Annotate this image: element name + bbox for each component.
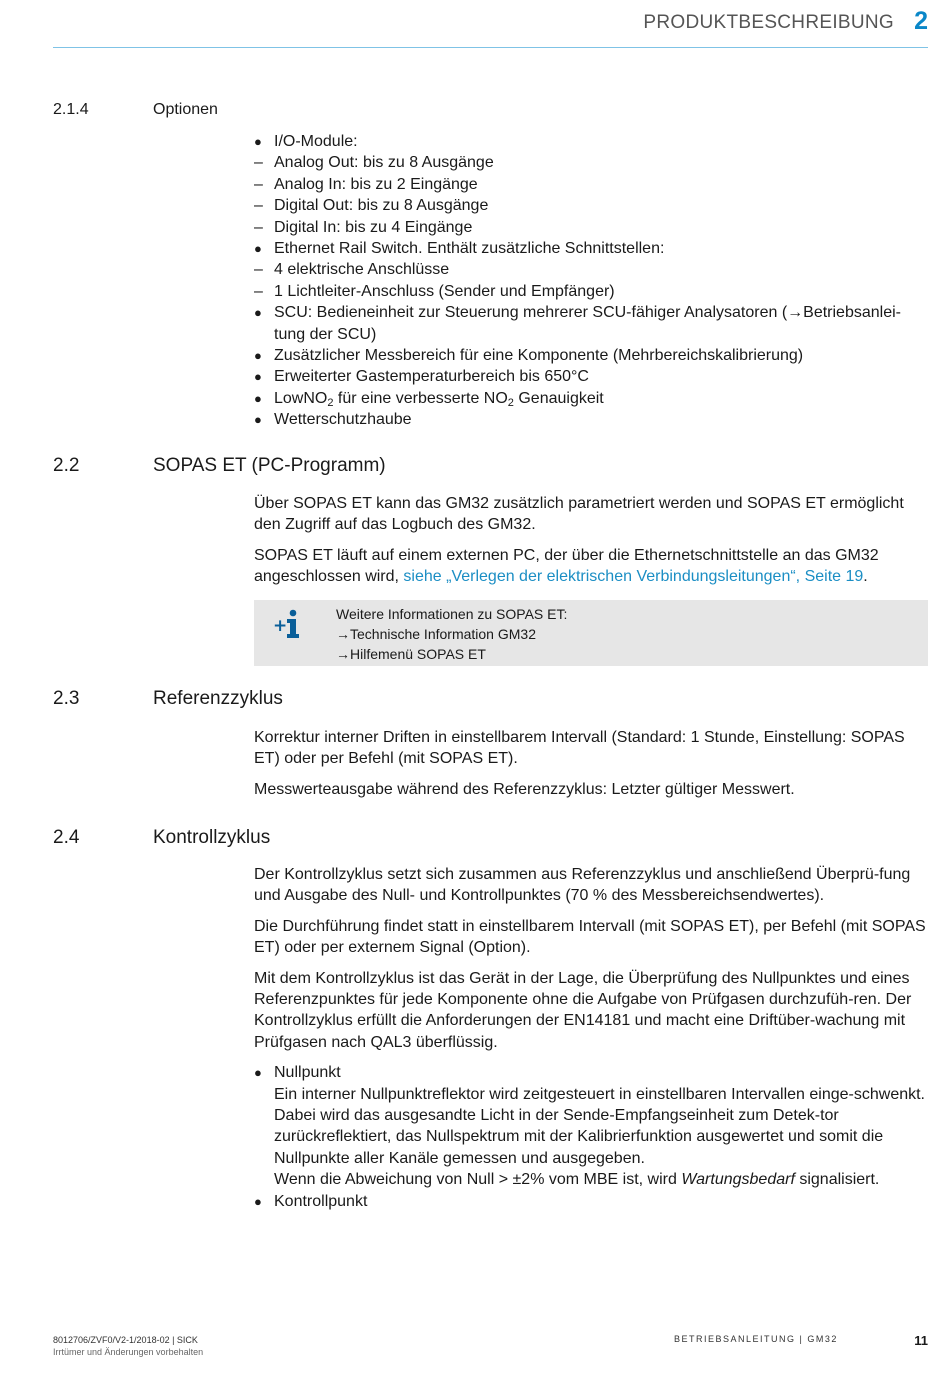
running-header-title: PRODUKTBESCHREIBUNG	[643, 12, 894, 33]
sopas-paragraph-1: Über SOPAS ET kann das GM32 zusätzlich parametriert werden und SOPAS ET ermöglicht den Zugriff auf das Logbuch des GM32.	[254, 495, 904, 534]
footer-doc-id: 8012706/ZVF0/V2-1/2018-02 | SICK	[53, 1335, 198, 1345]
lowno2-text-b: für eine verbesserte NO	[333, 389, 508, 407]
info-line: Weitere Informationen zu SOPAS ET:	[336, 606, 568, 622]
section-number-2-4: 2.4	[53, 827, 80, 848]
sublist-item: – Analog In: bis zu 2 Eingänge	[254, 174, 929, 195]
sublist-item: – 4 elektrische Anschlüsse	[254, 259, 929, 280]
section-title-optionen: Optionen	[153, 101, 218, 118]
kontroll-paragraph-3: Mit dem Kontrollzyklus ist das Gerät in der Lage, die Überprüfung des Nullpunktes und eines Referenzpunktes für jede Komponente ohne die Aufgabe von Prüfgasen durchzufüh-ren. Der Kontrollzyklus erfüllt die Anforderungen der EN14181 und macht eine Driftüber-wachung mit Prüfgasen nach QAL3 überflüssig.	[254, 969, 912, 1051]
sublist-item: – 1 Lichtleiter-Anschluss (Sender und Empfänger)	[254, 281, 929, 302]
cross-reference-link[interactable]: siehe „Verlegen der elektrischen Verbindungsleitungen“, Seite 19	[403, 568, 864, 586]
footer-left	[53, 1334, 203, 1358]
page-number: 11	[914, 1333, 928, 1348]
section-title-kontrollzyklus: Kontrollzyklus	[153, 827, 271, 848]
kontroll-paragraph-1: Der Kontrollzyklus setzt sich zusammen aus Referenzzyklus und anschließend Überprü-fung und Ausgabe des Null- und Kontrollpunktes (70 % des Messbereichsendwertes).	[254, 866, 911, 905]
list-item-scu: ● SCU: Bedieneinheit zur Steuerung mehrerer SCU-fähiger Analysatoren (→Betriebsanlei-tung der SCU)	[254, 302, 929, 345]
footer-disclaimer: Irrtümer und Änderungen vorbehalten	[53, 1347, 204, 1357]
sopas-body	[254, 493, 929, 597]
warning-emphasis: Wartungsbedarf	[681, 1171, 795, 1189]
nullpunkt-text: Ein interner Nullpunktreflektor wird zeitgesteuert in einstellbaren Intervallen einge-schwenkt. Dabei wird das ausgesandte Licht in der Sende-Empfangseinheit zum Detek-tor zurückreflektiert, das Nullspektrum mit der Kalibrierfunktion ausgewertet und somit die Nullpunkte aller Kanäle gemessen und ausgegeben.	[274, 1085, 925, 1167]
sopas-paragraph-2	[254, 545, 929, 588]
info-note-text	[336, 604, 567, 664]
ethernet-sublist	[254, 259, 929, 302]
info-line: →Technische Information GM32	[336, 626, 536, 642]
list-item-lowno2	[254, 388, 929, 409]
sublist-item: – Digital In: bis zu 4 Eingänge	[254, 217, 929, 238]
io-modules-sublist	[254, 152, 929, 238]
list-item-nullpunkt	[254, 1062, 929, 1190]
kontroll-list	[254, 1062, 929, 1212]
section-number-2-2: 2.2	[53, 455, 80, 476]
info-plus-icon	[273, 609, 301, 639]
lowno2-text-a: LowNO	[274, 389, 328, 407]
warning-text-b: signalisiert.	[794, 1171, 880, 1189]
section-number-2-3: 2.3	[53, 688, 80, 709]
subscript-2: 2	[507, 396, 514, 409]
nullpunkt-title: ● Nullpunkt	[274, 1064, 341, 1082]
lowno2-text-c: Genauigkeit	[513, 389, 604, 407]
options-list	[254, 131, 929, 431]
svg-text:+: +	[273, 616, 288, 636]
list-item-messbereich: ● Zusätzlicher Messbereich für eine Komponente (Mehrbereichskalibrierung)	[254, 345, 929, 366]
list-item-io-modules	[254, 131, 929, 238]
sublist-item: – Digital Out: bis zu 8 Ausgänge	[254, 195, 929, 216]
info-line: →Hilfemenü SOPAS ET	[336, 646, 486, 662]
io-modules-label: I/O-Module:	[274, 133, 358, 150]
section-title-sopas-et: SOPAS ET (PC-Programm)	[153, 455, 386, 476]
kontrollzyklus-body	[254, 864, 929, 1212]
sopas-paragraph-2-text: SOPAS ET läuft auf einem externen PC, der über die Ethernetschnittstelle an das GM32 angeschlossen wird,	[254, 546, 879, 586]
list-item-wetterschutz: ● Wetterschutzhaube	[254, 409, 929, 430]
footer-manual-title: BETRIEBSANLEITUNG | GM32	[674, 1334, 838, 1344]
list-item-kontrollpunkt: ● Kontrollpunkt	[254, 1191, 929, 1212]
warning-text-a: Wenn die Abweichung von Null > ±2% vom MBE ist, wird	[274, 1171, 682, 1189]
referenz-paragraph-2: Messwerteausgabe während des Referenzzyklus: Letzter gültiger Messwert.	[254, 780, 795, 798]
chapter-number: 2	[914, 7, 928, 35]
section-number-2-1-4: 2.1.4	[53, 101, 89, 118]
referenzzyklus-body	[254, 727, 929, 809]
nullpunkt-warning	[274, 1169, 929, 1190]
header-divider	[53, 47, 928, 48]
sopas-paragraph-2-end: .	[863, 568, 868, 586]
referenz-paragraph-1: Korrektur interner Driften in einstellbarem Intervall (Standard: 1 Stunde, Einstellung: SOPAS ET) oder per Befehl (mit SOPAS ET).	[254, 729, 905, 768]
options-list-block	[254, 131, 929, 431]
section-title-referenzzyklus: Referenzzyklus	[153, 688, 283, 709]
kontroll-paragraph-2: Die Durchführung findet statt in einstellbarem Intervall (mit SOPAS ET), per Befehl (mit SOPAS ET) oder per externem Signal (Option).	[254, 917, 926, 957]
sublist-item: – Analog Out: bis zu 8 Ausgänge	[254, 152, 929, 173]
list-item-ethernet-switch	[254, 238, 929, 302]
list-item-temperature: ● Erweiterter Gastemperaturbereich bis 650°C	[254, 366, 929, 387]
ethernet-switch-label: Ethernet Rail Switch. Enthält zusätzliche Schnittstellen:	[274, 240, 665, 258]
subscript-2: 2	[327, 396, 334, 409]
